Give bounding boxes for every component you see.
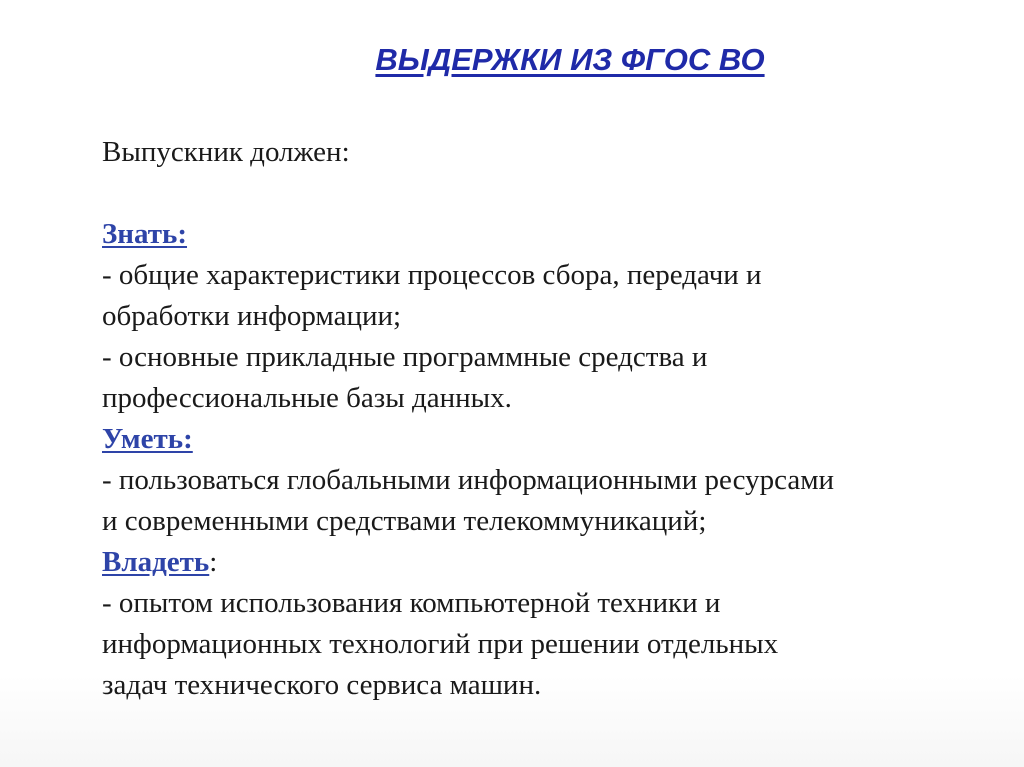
section-heading-master: Владеть: [102, 546, 210, 578]
know-line-4: профессиональные базы данных.: [102, 382, 512, 414]
able-line-2: и современными средствами телекоммуникаций;: [102, 505, 707, 537]
know-line-3: - основные прикладные программные средства и: [102, 341, 708, 373]
section-heading-able: Уметь:: [102, 423, 193, 455]
master-line-3: задач технического сервиса машин.: [102, 669, 542, 701]
know-line-2: обработки информации;: [102, 300, 402, 332]
master-line-1: - опытом использования компьютерной техники и: [102, 587, 721, 619]
able-line-1: - пользоваться глобальными информационными ресурсами: [102, 464, 835, 496]
spacer: [102, 173, 992, 214]
slide-title: ВЫДЕРЖКИ ИЗ ФГОС ВО: [375, 42, 765, 77]
slide-body: [102, 132, 992, 706]
section-heading-know: Знать:: [102, 218, 188, 250]
intro-text: Выпускник должен:: [102, 136, 350, 168]
section-heading-master-wrap: [102, 542, 992, 583]
section-heading-master-colon: :: [209, 546, 218, 578]
master-line-2: информационных технологий при решении отдельных: [102, 628, 779, 660]
know-line-1: - общие характеристики процессов сбора, передачи и: [102, 259, 762, 291]
